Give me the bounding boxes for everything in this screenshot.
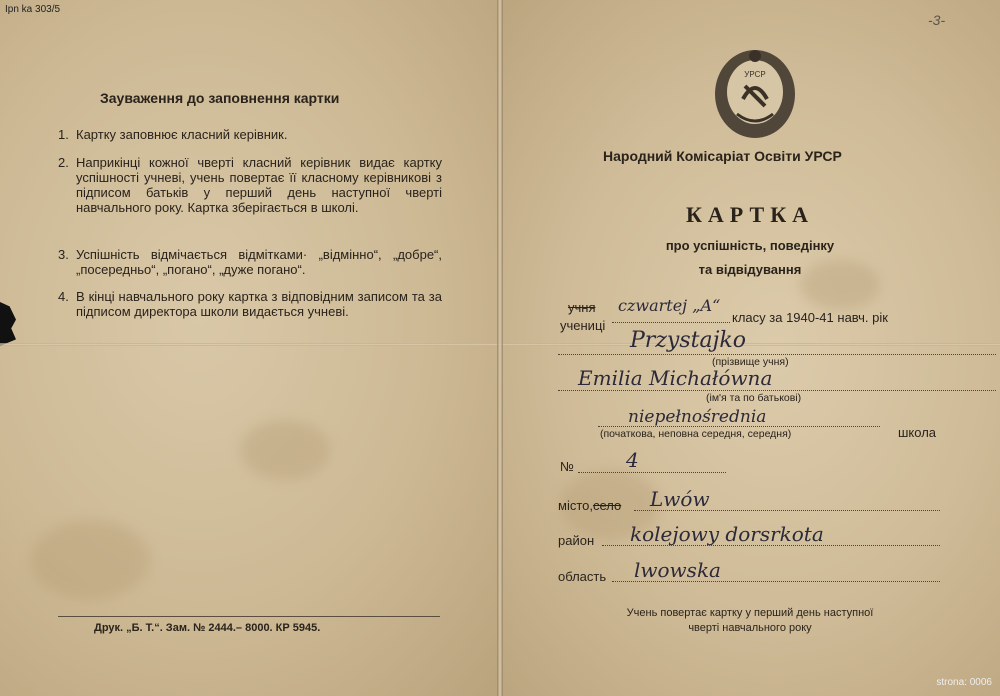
footer-line: Учень повертає картку у перший день наступної xyxy=(626,607,874,619)
corner-mark: -3- xyxy=(928,12,946,28)
handwritten-surname: Przystajko xyxy=(630,328,746,353)
notes-title: Зауваження до заповнення картки xyxy=(100,90,340,106)
archive-id: Ipn ka 303/5 xyxy=(5,4,61,15)
fill-line xyxy=(598,426,880,427)
fill-line xyxy=(634,510,940,511)
note-number: 2. xyxy=(58,155,69,170)
fill-line xyxy=(602,545,940,546)
label-student-male: учня xyxy=(568,300,596,315)
label-class-year: класу за 1940-41 навч. рік xyxy=(732,310,888,325)
note-number: 3. xyxy=(58,247,69,262)
surname-caption: (прізвище учня) xyxy=(712,356,789,368)
school-type-caption: (початкова, неповна середня, середня) xyxy=(600,428,792,440)
spine-fold xyxy=(497,0,503,696)
note-text: Успішність відмічається відмітками· „відмінно“, „добре“, „посередньо“, „погано“, „дуже погано“. xyxy=(76,247,442,277)
label-city-town: місто, xyxy=(558,498,593,513)
handwritten-district: kolejowy dorsrkota xyxy=(630,522,824,546)
label-school: школа xyxy=(898,425,937,440)
handwritten-number: 4 xyxy=(626,448,639,472)
fold-line xyxy=(500,343,1000,346)
note-item xyxy=(58,289,442,319)
card-title: КАРТКА xyxy=(685,202,815,227)
page-tear xyxy=(0,302,16,346)
label-region: область xyxy=(558,569,607,584)
stain xyxy=(30,520,150,600)
coat-of-arms-icon xyxy=(712,44,798,140)
note-text: Картку заповнює класний керівник. xyxy=(76,127,288,142)
handwritten-region: lwowska xyxy=(634,558,721,582)
handwritten-school-type: niepełnośrednia xyxy=(628,407,767,427)
note-number: 1. xyxy=(58,127,69,142)
name-caption: (ім'я та по батькові) xyxy=(706,392,802,404)
page-label: strona: 0006 xyxy=(936,677,992,688)
fill-line xyxy=(558,390,996,391)
note-item xyxy=(58,247,442,277)
commissariat-name: Народний Комісаріат Освіти УРСР xyxy=(603,148,842,164)
handwritten-city: Lwów xyxy=(650,487,710,511)
fill-line xyxy=(578,472,726,473)
label-city xyxy=(558,498,621,513)
card-subtitle: та відвідування xyxy=(698,262,802,277)
note-text: Наприкінці кожної чверті класний керівник видає картку успішності учневі, учень повертає її класному керівникові з підписом батьків у перший день наступної чверті навчального року. Картка зберігається в школі. xyxy=(76,155,442,215)
card-subtitle: про успішність, поведінку xyxy=(665,238,835,253)
label-district: район xyxy=(558,533,595,548)
note-text: В кінці навчального року картка з відповідним записом та за підписом директора школи видається учневі. xyxy=(76,289,442,319)
stain xyxy=(240,420,330,480)
label-city-village: село xyxy=(592,498,622,513)
note-item xyxy=(58,155,442,215)
print-info: Друк. „Б. Т.“. Зам. № 2444.– 8000. КР 5945. xyxy=(94,622,321,634)
fill-line xyxy=(612,322,730,323)
label-student-female: учениці xyxy=(560,318,606,333)
footer-line: чверті навчального року xyxy=(688,622,812,634)
label-number: № xyxy=(560,459,574,474)
handwritten-class: czwartej „A“ xyxy=(618,296,721,315)
fill-line xyxy=(612,581,940,582)
footer-note xyxy=(580,606,920,636)
fold-line xyxy=(0,343,500,346)
note-item xyxy=(58,127,442,142)
fill-line xyxy=(558,354,996,355)
handwritten-name: Emilia Michałówna xyxy=(578,366,773,390)
note-number: 4. xyxy=(58,289,69,304)
divider xyxy=(58,616,440,617)
right-page xyxy=(500,0,1000,696)
emblem-text: УРСР xyxy=(744,70,766,79)
